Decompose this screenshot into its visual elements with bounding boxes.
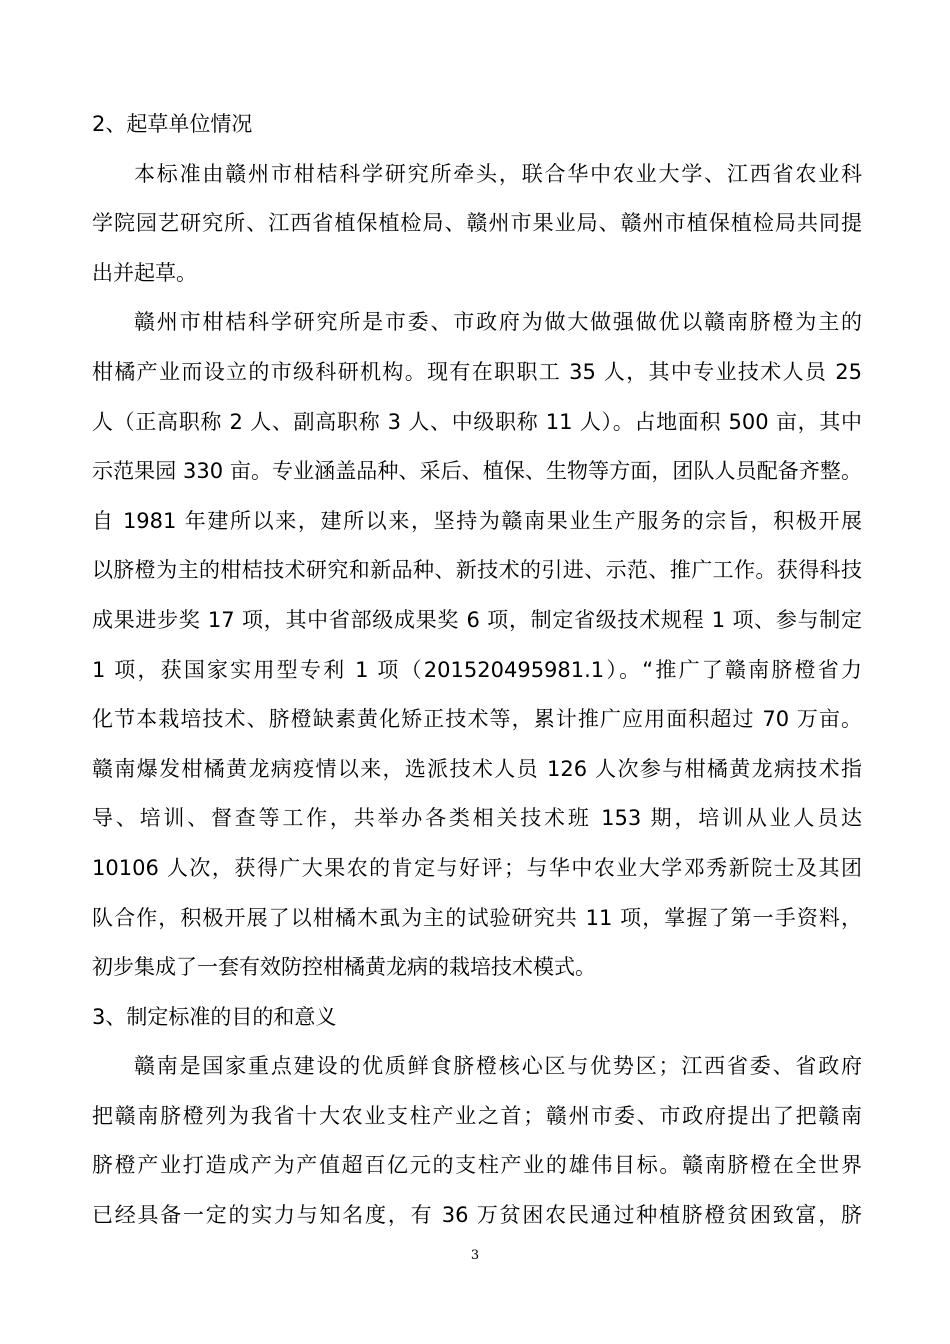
text-line: 导、培训、督查等工作，共举办各类相关技术班 153 期，培训从业人员达: [92, 806, 862, 831]
document-body: [92, 100, 862, 1241]
text-line: 队合作，积极开展了以柑橘木虱为主的试验研究共 11 项，掌握了第一手资料，: [92, 905, 862, 930]
text-line: 自 1981 年建所以来，建所以来，坚持为赣南果业生产服务的宗旨，积极开展: [92, 508, 862, 533]
text-line: 2、起草单位情况: [92, 112, 253, 136]
text-line: 人（正高职称 2 人、副高职称 3 人、中级职称 11 人）。占地面积 500 亩，其中: [92, 409, 862, 434]
text-line: 成果进步奖 17 项，其中省部级成果奖 6 项，制定省级技术规程 1 项、参与制定: [92, 607, 862, 632]
text-line: 赣州市柑桔科学研究所是市委、市政府为做大做强做优以赣南脐橙为主的: [134, 310, 862, 335]
text-line: 赣南爆发柑橘黄龙病疫情以来，选派技术人员 126 人次参与柑橘黄龙病技术指: [92, 756, 862, 781]
text-line: 出并起草。: [92, 260, 197, 285]
text-line: 已经具备一定的实力与知名度，有 36 万贫困农民通过种植脐橙贫困致富，脐: [92, 1203, 862, 1228]
text-line: 10106 人次，获得广大果农的肯定与好评；与华中农业大学邓秀新院士及其团: [92, 855, 862, 880]
text-line: 3、制定标准的目的和意义: [92, 1004, 337, 1029]
text-line: 学院园艺研究所、江西省植保植检局、赣州市果业局、赣州市植保植检局共同提: [92, 211, 862, 236]
page-number: 3: [470, 1248, 480, 1263]
text-line: 初步集成了一套有效防控柑橘黄龙病的栽培技术模式。: [92, 955, 596, 980]
text-line: 本标准由赣州市柑桔科学研究所牵头，联合华中农业大学、江西省农业科: [134, 161, 862, 186]
text-line: 把赣南脐橙列为我省十大农业支柱产业之首；赣州市委、市政府提出了把赣南: [92, 1103, 862, 1128]
text-line: 柑橘产业而设立的市级科研机构。现有在职职工 35 人，其中专业技术人员 25: [92, 359, 862, 384]
text-line: 赣南是国家重点建设的优质鲜食脐橙核心区与优势区；江西省委、省政府: [134, 1054, 862, 1079]
text-line: 以脐橙为主的柑桔技术研究和新品种、新技术的引进、示范、推广工作。获得科技: [92, 558, 862, 583]
text-line: 1 项，获国家实用型专利 1 项（201520495981.1）。“推广了赣南脐橙省力: [92, 657, 862, 682]
text-line: 示范果园 330 亩。专业涵盖品种、采后、植保、生物等方面，团队人员配备齐整。: [92, 459, 862, 484]
text-line: 脐橙产业打造成产为产值超百亿元的支柱产业的雄伟目标。赣南脐橙在全世界: [92, 1153, 862, 1178]
text-line: 化节本栽培技术、脐橙缺素黄化矫正技术等，累计推广应用面积超过 70 万亩。: [92, 707, 862, 732]
